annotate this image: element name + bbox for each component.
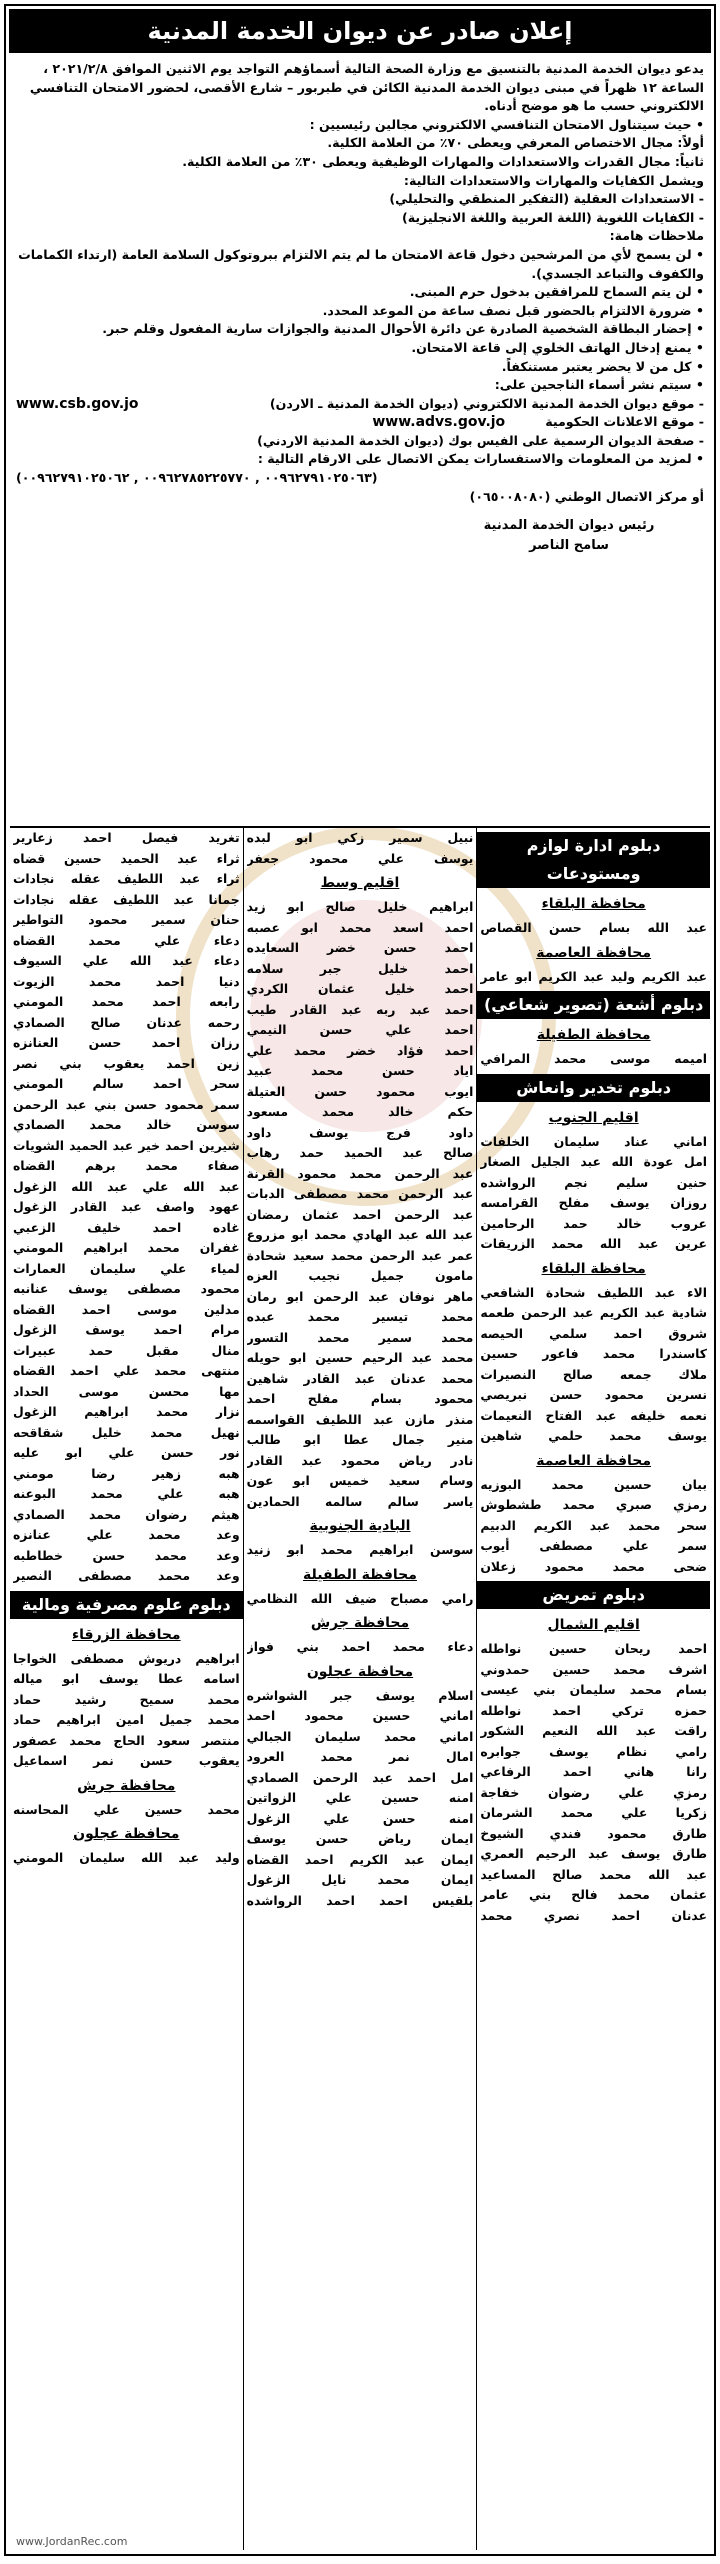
candidate-list — [247, 897, 474, 1512]
candidate-name: عبد الله علي عبد الله الزغول — [12, 1178, 240, 1194]
candidate-name: عبد الله محمد صالح المساعيد — [480, 1866, 707, 1882]
page-title: إعلان صادر عن ديوان الخدمة المدنية — [9, 9, 711, 53]
candidate-name: رامي مصباح ضيف الله النظامي — [246, 1590, 474, 1606]
contact-phones: (٠٠٩٦٢٧٩١٠٢٥٠٦٣ , ٠٠٩٦٢٧٨٥٢٢٥٧٧٠ , ٠٠٩٦٢٧٩١٠٢٥٠٦٢) — [16, 470, 378, 486]
candidate-list — [13, 1848, 240, 1869]
candidate-name: طارق محمود فندي الشيوخ — [480, 1825, 707, 1841]
candidate-name: احمد اسعد محمد ابو عصبه — [246, 919, 474, 935]
candidate-name: دعاء عبد الله علي السيوف — [12, 953, 240, 968]
candidate-name: حنان سمير محمود التواطير — [12, 912, 240, 927]
publish-site-1 — [16, 395, 704, 414]
candidate-name: وعد محمد حسن خطاطبه — [12, 1547, 240, 1563]
candidate-name: كاسندرا محمد فاعور حسين — [480, 1346, 707, 1361]
candidate-name: ثراء عبد اللطيف عقله نجادات — [12, 871, 240, 886]
intro-paragraph: يدعو ديوان الخدمة المدنية بالتنسيق مع وزارة الصحة التالية أسماؤهم التواجد يوم الاثنين الموافق ٢٠٢١/٢/٨ ، الساعة ١٢ ظهراً في مبنى ديوان الخدمة المدنية الكائن في طبربور – شارع الأقصى، لحضور الامتحان التنافسي الالكتروني حسب ما هو موضح أدناه. — [29, 61, 704, 114]
candidate-name: نعمه خليفه عبد الفتاح النعيمات — [480, 1407, 707, 1423]
call-center: أو مركز الاتصال الوطني (٠٦٥٠٠٨٠٨٠) — [469, 488, 704, 504]
candidate-name: رانا هاني احمد الرفاعي — [480, 1764, 707, 1779]
candidate-list — [247, 828, 474, 869]
region-title: محافظة عجلون — [306, 1663, 414, 1680]
region-title: محافظة عجلون — [73, 1826, 180, 1842]
candidate-list — [247, 1686, 474, 1912]
candidate-name: شيرين احمد خير عبد الحميد الشويات — [12, 1137, 240, 1153]
note-id-card: • إحضار البطاقة الشخصية الصادرة عن دائرة الأحوال المدنية والجوازات سارية المفعول وقلم حبر. — [102, 321, 704, 337]
candidate-list — [247, 1540, 474, 1561]
section-title: دبلوم أشعة (تصوير شعاعي) — [477, 991, 710, 1019]
note-phone: • يمنع إدخال الهاتف الخلوي إلى قاعة الامتحان. — [411, 339, 704, 355]
candidate-name: محمود بسام مفلح احمد — [246, 1391, 474, 1406]
column-middle — [243, 828, 477, 2550]
candidate-name: نسرين محمود حسن نبريصي — [480, 1387, 707, 1402]
candidate-name: ايوب محمود حسن العتيلة — [246, 1083, 474, 1099]
candidate-name: سحر احمد سالم المومني — [12, 1076, 240, 1091]
candidate-name: يوسف علي محمود جعفر — [246, 850, 474, 866]
candidate-name: مها محسن موسى الحداد — [12, 1383, 240, 1399]
candidate-name: عمر عبد الرحمن محمد سعيد شحادة — [246, 1247, 474, 1263]
candidate-name: تغريد فيصل احمد زعارير — [12, 830, 240, 845]
region-title: محافظة الزرقاء — [72, 1626, 181, 1643]
candidate-name: احمد ريحان حسين نواطله — [480, 1641, 707, 1656]
candidate-name: محمد سمير محمد التسور — [246, 1329, 474, 1345]
candidate-name: بسام محمد سليمان بني عيسى — [480, 1682, 707, 1697]
candidate-name: ابراهيم خليل صالح ابو زيد — [246, 899, 474, 914]
candidate-name: مرام احمد يوسف الزغول — [12, 1322, 240, 1337]
candidate-name: راقت عبد الله النعيم الشكور — [480, 1723, 707, 1738]
candidate-name: اسلام يوسف جبر الشواشره — [246, 1687, 474, 1703]
candidate-list — [480, 1132, 707, 1255]
publish-facebook: - صفحة الديوان الرسمية على الفيس بوك (ديوان الخدمة المدنية الاردني) — [257, 432, 704, 448]
note-arrival: • ضرورة الالتزام بالحضور قبل نصف ساعة من الموعد المحدد. — [322, 302, 704, 318]
candidate-name: وعد محمد مصطفى النصير — [12, 1568, 240, 1583]
note-publish: • سيتم نشر أسماء الناجحين على: — [494, 377, 704, 393]
candidate-name: محمد جميل امين ابراهيم حماد — [12, 1712, 240, 1727]
region-title: اقليم الشمال — [547, 1617, 640, 1633]
candidate-name: ابراهيم دريوش مصطفى الخواجا — [12, 1650, 240, 1666]
candidate-name: احمد عبد ربه عبد القادر طيب — [246, 1001, 474, 1017]
announcement-page — [4, 4, 716, 2556]
region-title: محافظة الطفيلة — [303, 1566, 417, 1583]
candidate-name: ثراء عبد الحميد حسين قضاه — [12, 850, 240, 866]
candidate-name: ملاك جمعه صالح النصيرات — [480, 1366, 707, 1382]
candidate-list — [13, 1800, 240, 1821]
candidate-name: ضحى محمد محمود زعلان — [480, 1558, 707, 1574]
candidate-name: وعد محمد علي عنانزه — [12, 1527, 240, 1542]
candidate-name: رابعه احمد محمد المومني — [12, 994, 240, 1009]
candidate-name: محمود مصطفى يوسف عنانبه — [12, 1281, 240, 1296]
candidate-name: هبه علي محمد البوعنه — [12, 1486, 240, 1501]
candidate-name: الاء عبد اللطيف شحادة الشافعي — [480, 1284, 707, 1300]
candidate-name: سوسن ابراهيم محمد ابو زنيد — [246, 1542, 474, 1557]
section-title: دبلوم علوم مصرفية ومالية — [10, 1591, 243, 1619]
candidate-name: منتصر سعود الحاج محمد عصفور — [12, 1732, 240, 1748]
candidate-name: جمانا عبد اللطيف عقله نجادات — [12, 891, 240, 907]
candidate-name: احمد خليل عثمان الكردي — [246, 981, 474, 996]
candidate-name: ايمان عبد الكريم احمد القضاه — [246, 1851, 474, 1867]
candidate-name: وسام سعيد خميس ابو عون — [246, 1473, 474, 1488]
exam-field-1: أولاً: مجال الاختصاص المعرفي ويعطى ٧٠٪ من العلامة الكلية. — [327, 135, 704, 151]
candidate-name: محمد عدنان عبد القادر شاهين — [246, 1370, 474, 1386]
candidate-name: سمر محمود حسن بني عبد الرحمن — [12, 1096, 240, 1112]
candidate-name: محمد تيسير محمد عبده — [246, 1309, 474, 1324]
candidate-name: حنين سليم نجم الرواشده — [480, 1174, 707, 1190]
candidate-name: عدنان احمد نصري محمد — [480, 1907, 707, 1923]
candidate-name: شادية عبد الكريم عبد الرحمن طعمه — [480, 1305, 707, 1320]
candidate-name: امنه حسين علي الزواتين — [246, 1790, 474, 1805]
exam-field-2: ثانياً: مجال القدرات والاستعدادات والمهارات الوظيفية ويعطى ٣٠٪ من العلامة الكلية. — [182, 153, 704, 169]
candidate-name: اماني عناد سليمان الخلفات — [480, 1133, 707, 1149]
announcement-intro — [6, 56, 714, 556]
candidate-name: دعاء علي محمد القضاه — [12, 932, 240, 948]
candidate-name: منذر مازن عبد اللطيف القواسمه — [246, 1411, 474, 1427]
footer-site-logo[interactable]: www.JordanRec.com — [16, 2535, 128, 2548]
candidate-name: ماهر نوفان عبد الرحمن ابو رمان — [246, 1288, 474, 1304]
candidate-name: امال نمر محمد العرود — [246, 1749, 474, 1764]
publish-site-2-label: - موقع الاعلانات الحكومية — [545, 414, 704, 430]
region-title: محافظة جرش — [310, 1615, 410, 1631]
candidate-name: احمد فؤاد خضر محمد علي — [246, 1042, 474, 1058]
column-right — [476, 828, 710, 2550]
candidate-name: صفاء محمد برهم القضاه — [12, 1158, 240, 1173]
candidate-name: حمزه تركي احمد نواطله — [480, 1702, 707, 1718]
candidate-name: عروب خالد حمد الرحامين — [480, 1215, 707, 1231]
candidate-list — [13, 1649, 240, 1772]
signature-block — [444, 516, 694, 556]
candidate-name: امنه حسن علي الزغول — [246, 1810, 474, 1826]
candidate-name: عبد الله بسام حسن القصاص — [480, 920, 707, 935]
candidate-list — [480, 1049, 707, 1070]
candidate-name: سوسن خالد محمد الصمادي — [12, 1117, 240, 1132]
candidate-name: يوسف محمد حلمي شاهين — [480, 1428, 707, 1443]
candidate-name: عبد الرحمن احمد عثمان رمضان — [246, 1206, 474, 1222]
candidate-list — [13, 828, 240, 1587]
region-title: محافظة البلقاء — [541, 896, 646, 912]
candidate-name: بلقيس احمد احمد الرواشده — [246, 1892, 474, 1908]
candidate-name: مامون جميل نجيب العزه — [246, 1268, 474, 1283]
section-title: دبلوم تخدير وانعاش — [477, 1074, 710, 1102]
candidate-name: زين احمد يعقوب بني نصر — [12, 1055, 240, 1071]
publish-site-1-url[interactable]: www.csb.gov.jo — [16, 395, 139, 412]
candidate-name: احمد علي حسن النيمي — [246, 1022, 474, 1037]
candidate-name: سحر محمد عبد الكريم الدبيم — [480, 1517, 707, 1533]
candidate-name: دعاء محمد احمد بني فواز — [246, 1639, 474, 1654]
candidate-name: اميمه موسى محمد المرافي — [480, 1051, 707, 1066]
region-title: اقليم الجنوب — [548, 1109, 639, 1126]
candidate-name: رامي نظام يوسف جوابره — [480, 1743, 707, 1759]
candidate-name: ايمان محمد نايل الزغول — [246, 1872, 474, 1887]
candidate-list — [247, 1637, 474, 1658]
candidate-name: اماني محمد سليمان الجبالي — [246, 1728, 474, 1744]
note-companions: • لن يتم السماح للمرافقين بدخول حرم المبنى. — [409, 284, 704, 300]
candidate-name: منتهى محمد علي احمد القضاه — [12, 1363, 240, 1378]
candidate-name: عبد الرحمن محمد مصطفى الدبات — [246, 1186, 474, 1201]
publish-site-2 — [16, 413, 704, 432]
notes-heading: ملاحظات هامة: — [609, 228, 704, 244]
candidate-name: هبه زهير رضا مومني — [12, 1465, 240, 1481]
candidate-name: اياد حسن محمد عبيد — [246, 1063, 474, 1078]
candidate-name: نزار محمد ابراهيم الزغول — [12, 1404, 240, 1419]
candidate-name: دنيا احمد محمد الزيوت — [12, 973, 240, 989]
candidate-list — [480, 967, 707, 988]
candidate-name: منال مقبل حمد عبيرات — [12, 1342, 240, 1358]
candidate-name: رمزي علي رضوان خفاجة — [480, 1784, 707, 1800]
competency-2: - الكفايات اللغوية (اللغة العربية واللغة الانجليزية) — [401, 209, 704, 225]
region-title: محافظة العاصمة — [536, 944, 652, 961]
candidate-name: نبيل سمير زكي ابو لبده — [246, 830, 474, 845]
candidate-list — [247, 1589, 474, 1610]
candidate-name: ياسر سالم سالمه الحمادين — [246, 1493, 474, 1509]
candidate-list — [480, 1283, 707, 1447]
candidate-name: اسامه عطا يوسف ابو مياله — [12, 1671, 240, 1686]
candidate-name: ايمان رياض حسن يوسف — [246, 1831, 474, 1846]
section-title: دبلوم ادارة لوازم ومستودعات — [477, 832, 710, 888]
candidate-name: عهود واصف عبد القادر الزغول — [12, 1199, 240, 1214]
candidate-name: هيثم رضوان محمد الصمادي — [12, 1506, 240, 1522]
candidate-name: منير جمال عطا ابو طالب — [246, 1432, 474, 1447]
competencies-heading: ويشمل الكفايات والمهارات والاستعدادات التالية: — [403, 172, 704, 188]
candidate-name: رمزي صبري محمد طشطوش — [480, 1497, 707, 1512]
candidate-name: روزان يوسف مفلح القرامسه — [480, 1195, 707, 1210]
candidate-name: حكم خالد محمد مسعود — [246, 1104, 474, 1119]
candidate-name: محمد سميح رشيد حماد — [12, 1691, 240, 1707]
candidate-name: غاده احمد خليف الزعبي — [12, 1219, 240, 1235]
candidate-list — [480, 1475, 707, 1578]
publish-site-2-url[interactable]: www.advs.gov.jo — [372, 414, 506, 431]
candidate-name: داود فرج يوسف داود — [246, 1124, 474, 1140]
candidate-name: بيان حسين محمد البوزيه — [480, 1476, 707, 1492]
note-absence: • كل من لا يحضر يعتبر مستنكفاً. — [501, 358, 704, 374]
candidate-name: رزان احمد حسن العنانزه — [12, 1035, 240, 1050]
candidate-name: صالح عبد الحميد حمد رهاب — [246, 1145, 474, 1160]
region-title: محافظة البلقاء — [541, 1260, 646, 1277]
candidate-name: نور حسن علي ابو عليه — [12, 1445, 240, 1460]
candidate-name: شروق احمد سلمي الحيصه — [480, 1325, 707, 1341]
column-left — [10, 828, 243, 2550]
candidate-name: احمد خليل جبر سلامه — [246, 960, 474, 976]
candidate-name: احمد حسن خضر السعايده — [246, 940, 474, 955]
candidate-name: امل عودة الله عبد الجليل الصغار — [480, 1154, 707, 1169]
candidate-name: اشرف محمد حسين حمدوني — [480, 1661, 707, 1677]
candidate-name: عثمان محمد فالح بني عامر — [480, 1887, 707, 1902]
candidate-list — [480, 1639, 707, 1926]
section-title: دبلوم تمريض — [477, 1581, 710, 1609]
candidate-name: عبد الله عبد الهادي محمد ابو مزروع — [246, 1227, 474, 1242]
region-title: محافظة العاصمة — [536, 1452, 652, 1469]
region-title: اقليم وسط — [320, 875, 400, 891]
publish-site-1-label: - موقع ديوان الخدمة المدنية الالكتروني (ديوان الخدمة المدنية ـ الاردن) — [269, 395, 704, 411]
region-title: محافظة الطفيلة — [536, 1027, 651, 1043]
candidate-name: مدلين موسى احمد القضاه — [12, 1301, 240, 1317]
exam-fields-heading: • حيث سيتناول الامتحان التنافسي الالكتروني مجالين رئيسيين : — [309, 116, 704, 132]
contact-heading: • لمزيد من المعلومات والاستفسارات يمكن الاتصال على الارقام التالية : — [257, 451, 704, 467]
candidate-name: طارق يوسف عبد الرحيم العمري — [480, 1846, 707, 1861]
candidate-name: سمر علي مصطفى أيوب — [480, 1538, 707, 1553]
candidate-name: لمياء علي سليمان العمارات — [12, 1260, 240, 1276]
candidate-name: غفران محمد ابراهيم المومني — [12, 1240, 240, 1255]
candidate-name: وليد عبد الله سليمان المومني — [12, 1850, 240, 1865]
candidate-name: محمد عبد الرحيم حسين ابو حويله — [246, 1350, 474, 1365]
candidate-name: نادر رياض محمود عبد القادر — [246, 1452, 474, 1468]
candidate-name: يعقوب حسن نمر اسماعيل — [12, 1753, 240, 1768]
candidate-name: اماني حسين محمود احمد — [246, 1708, 474, 1723]
candidate-name: عبد الكريم وليد عبد الكريم ابو عامر — [480, 968, 707, 984]
note-safety: • لن يسمح لأي من المرشحين دخول قاعة الامتحان ما لم يتم الالتزام ببروتوكول السلامة العامة (ارتداء الكمامات والكفوف والتباعد الجسدي). — [18, 246, 704, 281]
competency-1: - الاستعدادات العقلية (التفكير المنطقي والتحليلي) — [389, 191, 704, 207]
region-title: محافظة جرش — [77, 1777, 176, 1794]
candidate-name: عبد الرحمن محمد محمود القرنة — [246, 1165, 474, 1181]
signature-name: سامح الناصر — [529, 538, 609, 554]
signature-title: رئيس ديوان الخدمة المدنية — [483, 518, 655, 534]
candidate-list — [480, 918, 707, 939]
candidate-name: عرين عبد الله محمد الزريقات — [480, 1236, 707, 1251]
region-title: البادية الجنوبية — [309, 1518, 411, 1534]
candidate-columns — [10, 826, 710, 2550]
candidate-name: رحمه عدنان صالح الصمادي — [12, 1014, 240, 1030]
candidate-name: امل احمد عبد الرحمن الصمادي — [246, 1769, 474, 1785]
candidate-name: محمد حسين علي المحاسنه — [12, 1801, 240, 1817]
candidate-name: زكريا علي محمد الشرمان — [480, 1805, 707, 1820]
candidate-name: نهيل محمد خليل شقاقحه — [12, 1424, 240, 1440]
